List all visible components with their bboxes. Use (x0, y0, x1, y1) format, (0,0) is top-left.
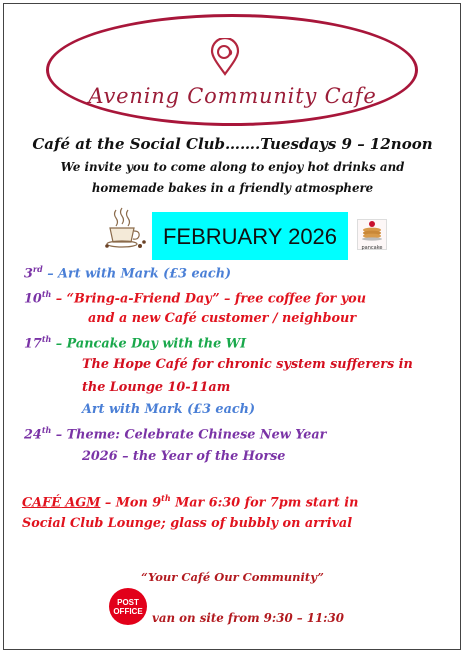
agm-text-b: Mar 6:30 for 7pm start in (170, 495, 359, 511)
event-17th-day: 17 (24, 336, 42, 352)
event-10th-text-1: – “Bring-a-Friend Day” – free coffee for you (55, 291, 367, 307)
event-17th-text-1: – Pancake Day with the WI (55, 336, 247, 352)
event-10th-text-2: and a new Café customer / neighbour (88, 311, 357, 326)
pancake-caption: pancake (361, 245, 383, 251)
event-10th-day: 10 (24, 291, 42, 307)
coffee-cup-icon (104, 206, 148, 250)
month-title: FEBRUARY 2026 (162, 224, 338, 249)
post-office-logo-line-2: OFFICE (113, 607, 143, 616)
cafe-headline: Café at the Social Club…….Tuesdays 9 – 12noon (32, 135, 433, 153)
event-10th (24, 289, 366, 306)
post-office-logo (109, 588, 147, 625)
post-office-van-text: van on site from 9:30 – 11:30 (152, 611, 344, 625)
event-24th-suffix: th (41, 425, 52, 435)
agm-text-a: – Mon 9 (100, 495, 162, 511)
tagline: “Your Café Our Community” (141, 570, 324, 584)
event-17th-text-4: Art with Mark (£3 each) (82, 402, 256, 417)
post-office-logo-line-1: POST (117, 598, 139, 607)
event-24th-day: 24 (24, 427, 42, 443)
event-3rd-text: – Art with Mark (£3 each) (47, 266, 232, 282)
event-3rd-day: 3 (24, 266, 33, 282)
event-3rd (24, 264, 231, 281)
invite-line-1: We invite you to come along to enjoy hot drinks and (60, 160, 405, 174)
event-10th-suffix: th (41, 289, 52, 299)
event-24th-text-2: 2026 – the Year of the Horse (82, 449, 286, 464)
agm-label: CAFÉ AGM (22, 495, 101, 511)
event-17th (24, 334, 246, 351)
event-24th-text-1: – Theme: Celebrate Chinese New Year (55, 427, 327, 443)
event-17th-text-3: the Lounge 10-11am (82, 380, 231, 395)
event-17th-text-2: The Hope Café for chronic system sufferers in (82, 357, 413, 372)
event-17th-suffix: th (41, 334, 52, 344)
coffee-pin-logo-icon (210, 38, 240, 76)
agm-text-sup: th (161, 493, 171, 503)
pancake-icon (357, 219, 387, 250)
agm-line-2: Social Club Lounge; glass of bubbly on arrival (22, 516, 353, 531)
logo-text: Avening Community Cafe (88, 84, 377, 108)
invite-line-2: homemade bakes in a friendly atmosphere (91, 181, 374, 195)
event-24th (24, 425, 326, 442)
event-3rd-suffix: rd (32, 264, 43, 274)
agm-line-1 (22, 493, 358, 510)
